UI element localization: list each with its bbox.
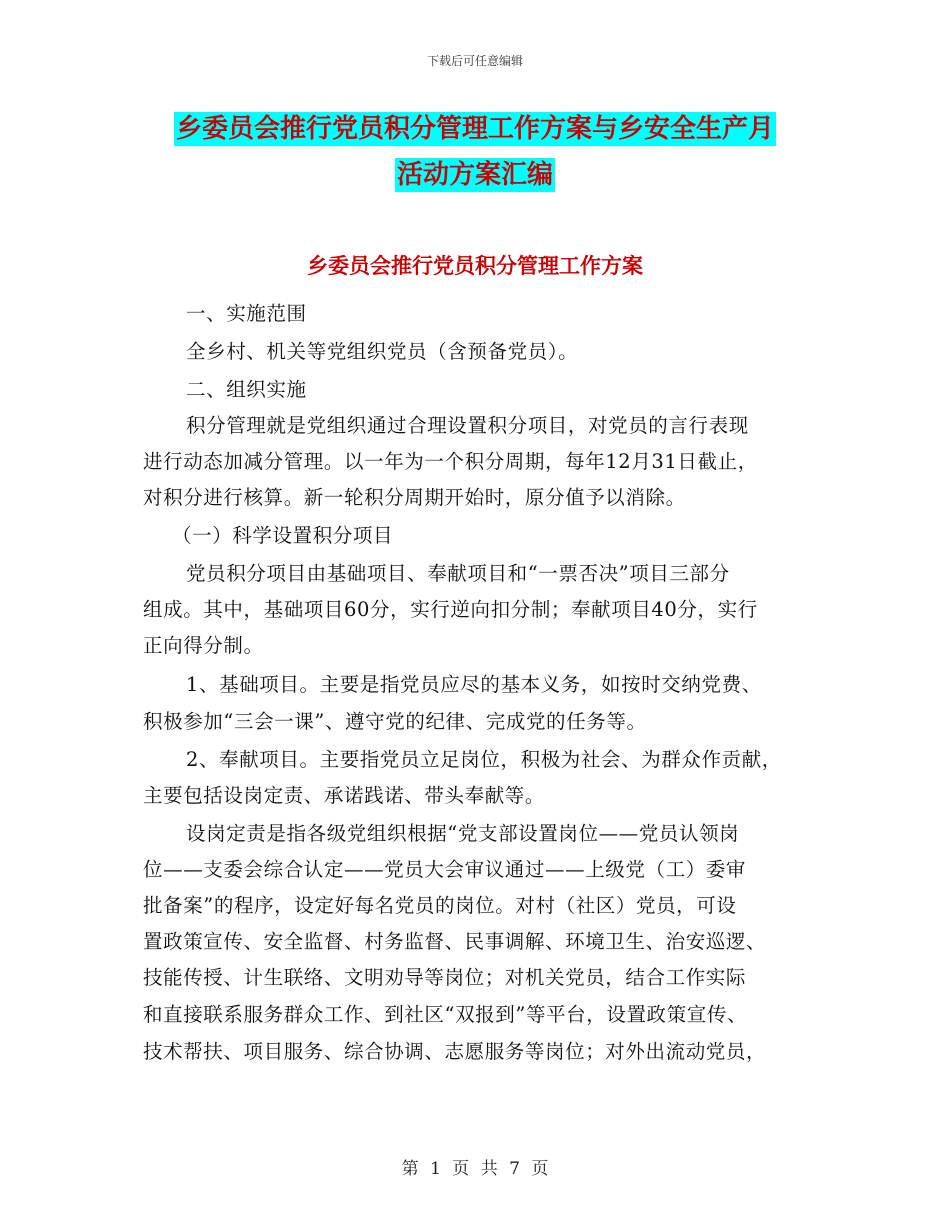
body-line: 积极参加“三会一课”、遵守党的纪律、完成党的任务等。 <box>143 710 647 733</box>
body-line: 进行动态加减分管理。以一年为一个积分周期，每年12月31日截止， <box>143 450 758 473</box>
body-line: 2、奉献项目。主要指党员立足岗位，积极为社会、为群众作贡献， <box>186 748 782 771</box>
body-line: 对积分进行核算。新一轮积分周期开始时，原分值予以消除。 <box>143 486 686 509</box>
body-line: 组成。其中，基础项目60分，实行逆向扣分制；奉献项目40分，实行 <box>143 598 758 621</box>
body-line: 1、基础项目。主要是指党员应尽的基本义务，如按时交纳党费、 <box>186 673 762 696</box>
body-line: 置政策宣传、安全监督、村务监督、民事调解、环境卫生、治安巡逻、 <box>143 930 767 953</box>
body-line: 技术帮扶、项目服务、综合协调、志愿服务等岗位；对外出流动党员， <box>143 1040 767 1063</box>
body-line: 位——支委会综合认定——党员大会审议通过——上级党（工）委审 <box>143 858 747 881</box>
body-line: 一、实施范围 <box>186 302 307 325</box>
page-footer: 第 1 页 共 7 页 <box>401 1159 549 1179</box>
document-title-line-1 <box>0 112 950 146</box>
body-line: （一）科学设置积分项目 <box>172 524 394 547</box>
body-line: 和直接联系服务群众工作、到社区“双报到”等平台，设置政策宣传、 <box>143 1003 748 1026</box>
body-line: 积分管理就是党组织通过合理设置积分项目，对党员的言行表现 <box>186 414 749 437</box>
body-line: 全乡村、机关等党组织党员（含预备党员）。 <box>186 340 579 363</box>
header-note: 下载后可任意编辑 <box>426 54 523 68</box>
body-line: 正向得分制。 <box>143 634 264 657</box>
body-line: 二、组织实施 <box>186 378 307 401</box>
body-line: 技能传授、计生联络、文明劝导等岗位；对机关党员，结合工作实际 <box>143 966 747 989</box>
body-line: 设岗定责是指各级党组织根据“党支部设置岗位——党员认领岗 <box>186 822 740 845</box>
body-line: 党员积分项目由基础项目、奉献项目和“一票否决”项目三部分 <box>186 562 730 585</box>
body-line: 主要包括设岗定责、承诺践诺、带头奉献等。 <box>143 784 546 807</box>
section-title: 乡委员会推行党员积分管理工作方案 <box>307 254 643 278</box>
title-highlight-1: 乡委员会推行党员积分管理工作方案与乡安全生产月 <box>175 114 774 144</box>
document-title-line-2 <box>0 158 950 192</box>
body-line: 批备案”的程序，设定好每名党员的岗位。对村（社区）党员，可设 <box>143 894 737 917</box>
title-highlight-2: 活动方案汇编 <box>396 160 553 190</box>
